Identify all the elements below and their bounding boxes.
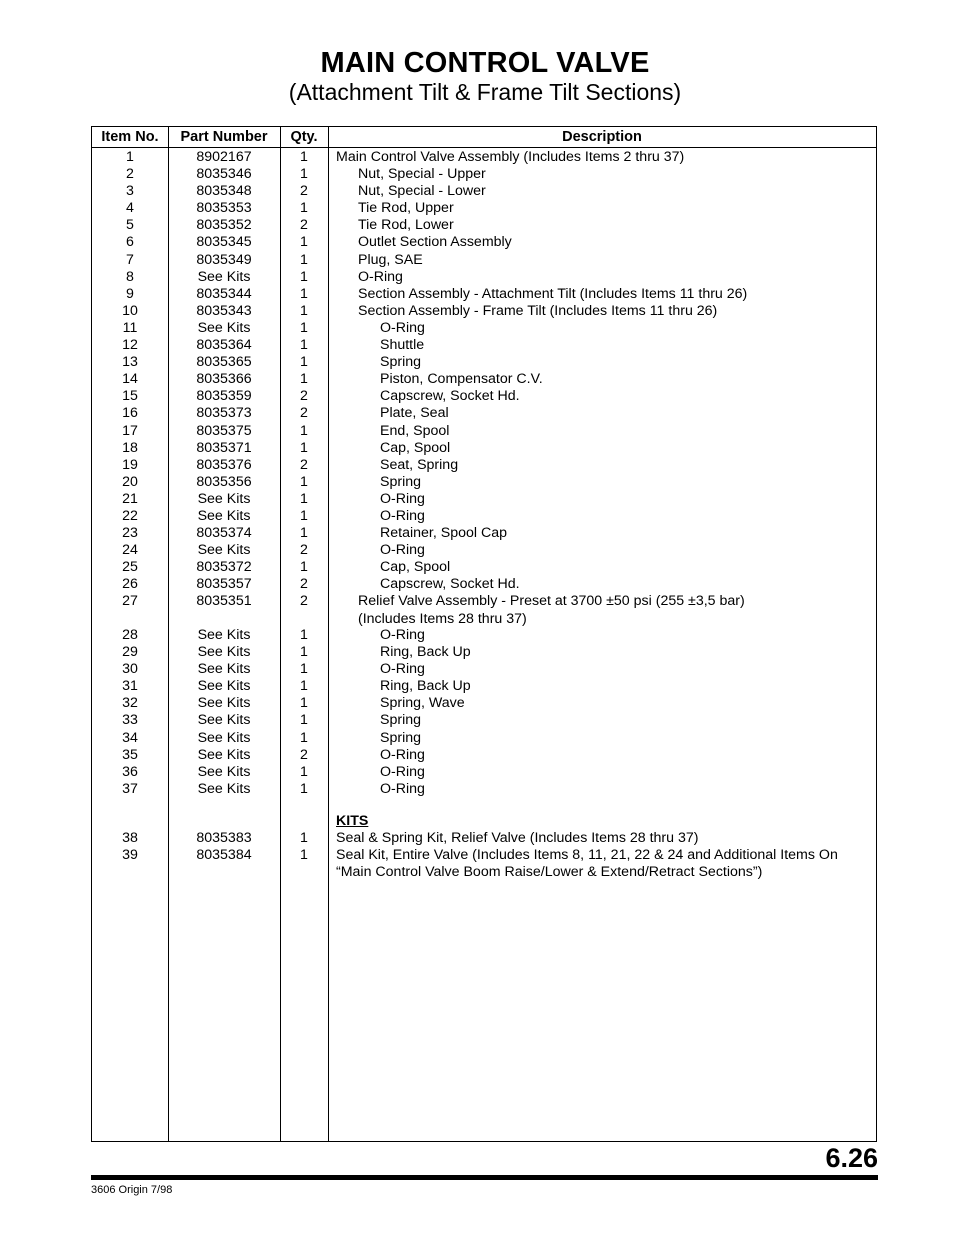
header-item-no: Item No. [101,129,159,145]
description: O-Ring [380,319,425,336]
part-number: 8035374 [196,525,252,542]
description: O-Ring [380,507,425,524]
description: Piston, Compensator C.V. [380,371,543,388]
part-number: See Kits [197,729,251,746]
table-row [92,474,876,491]
description: Capscrew, Socket Hd. [380,388,520,405]
part-number: 8035351 [196,593,252,610]
part-number: 8035346 [196,166,252,183]
part-number: See Kits [197,678,251,695]
item-number: 39 [122,846,138,863]
table-row [92,354,876,371]
description: Outlet Section Assembly [358,234,512,251]
table-row [92,559,876,576]
item-number: 26 [122,576,138,593]
page-title: MAIN CONTROL VALVE [320,47,650,79]
item-number: 36 [122,763,138,780]
description: Main Control Valve Assembly (Includes Items 2 thru 37) [336,149,685,165]
description: Shuttle [380,337,425,354]
table-row [92,593,876,627]
description: Capscrew, Socket Hd. [380,576,520,593]
item-number: 10 [122,302,138,319]
description: Seat, Spring [380,456,459,473]
quantity: 1 [300,251,308,268]
item-number: 38 [122,829,138,846]
item-number: 25 [122,559,138,576]
part-number: See Kits [197,542,251,559]
table-row [92,286,876,303]
item-number: 17 [122,422,138,439]
quantity: 1 [300,371,308,388]
header-divider [92,147,876,148]
item-number: 33 [122,712,138,729]
item-number: 15 [122,388,138,405]
table-row [92,695,876,712]
part-number: 8035345 [196,234,252,251]
description: Tie Rod, Upper [358,200,454,217]
item-number: 28 [122,626,138,643]
part-number: 8035343 [196,302,252,319]
quantity: 1 [300,695,308,712]
parts-table [91,126,877,1142]
part-number: See Kits [197,661,251,678]
item-number: 19 [122,456,138,473]
part-number: 8035375 [196,422,252,439]
spacer [92,798,876,813]
quantity: 2 [300,542,308,559]
description: Cap, Spool [380,439,451,456]
table-row [92,781,876,798]
item-number: 3 [126,183,134,200]
quantity: 1 [300,302,308,319]
part-number: 8035376 [196,456,252,473]
item-number: 22 [122,507,138,524]
item-number: 12 [122,337,138,354]
item-number: 34 [122,729,138,746]
item-number: 14 [122,371,138,388]
quantity: 2 [300,217,308,234]
table-row [92,678,876,695]
quantity: 2 [300,456,308,473]
part-number: 8035373 [196,405,252,422]
item-number: 1 [126,149,134,165]
quantity: 1 [300,337,308,354]
table-row [92,320,876,337]
part-number: 8035353 [196,200,252,217]
part-number: See Kits [197,746,251,763]
table-row [92,217,876,234]
item-number: 32 [122,695,138,712]
part-number: See Kits [197,507,251,524]
footer-text: 3606 Origin 7/98 [91,1184,173,1196]
table-row [92,423,876,440]
table-row [92,576,876,593]
table-row [92,252,876,269]
kits-heading: KITS [336,812,369,829]
description: Plug, SAE [358,251,423,268]
quantity: 1 [300,626,308,643]
quantity: 1 [300,729,308,746]
part-number: 8035356 [196,473,252,490]
item-number: 13 [122,354,138,371]
table-row [92,405,876,422]
part-number: 8902167 [196,149,252,165]
quantity: 1 [300,846,308,863]
item-number: 30 [122,661,138,678]
item-number: 24 [122,542,138,559]
part-number: See Kits [197,712,251,729]
quantity: 1 [300,268,308,285]
item-number: 21 [122,490,138,507]
quantity: 1 [300,285,308,302]
table-row [92,337,876,354]
quantity: 1 [300,763,308,780]
description: Seal Kit, Entire Valve (Includes Items 8, 11, 21, 22 & 24 and Additional Items On “Main Control Valve Boom Raise/Lower & Extend/Retract Sections”) [336,846,838,881]
item-number: 2 [126,166,134,183]
quantity: 1 [300,200,308,217]
description: Nut, Special - Lower [358,183,486,200]
description: End, Spool [380,422,450,439]
table-row [92,440,876,457]
part-number: 8035383 [196,829,252,846]
quantity: 1 [300,525,308,542]
part-number: 8035372 [196,559,252,576]
part-number: 8035384 [196,846,252,863]
description: O-Ring [380,746,425,763]
item-number: 20 [122,473,138,490]
description: Relief Valve Assembly - Preset at 3700 ±50 psi (255 ±3,5 bar) (Includes Items 28 thru 37) [358,593,745,627]
part-number: See Kits [197,695,251,712]
part-number: 8035365 [196,354,252,371]
description: O-Ring [380,763,425,780]
description: O-Ring [380,780,425,797]
description: O-Ring [358,268,403,285]
item-number: 7 [126,251,134,268]
table-body [92,149,876,880]
part-number: See Kits [197,780,251,797]
item-number: 27 [122,593,138,610]
table-row [92,234,876,251]
description: Spring [380,729,422,746]
table-row [92,847,876,881]
description: Ring, Back Up [380,678,471,695]
description: Section Assembly - Frame Tilt (Includes Items 11 thru 26) [358,302,718,319]
description: Spring [380,354,422,371]
quantity: 1 [300,661,308,678]
part-number: See Kits [197,763,251,780]
part-number: 8035364 [196,337,252,354]
quantity: 1 [300,559,308,576]
part-number: 8035348 [196,183,252,200]
table-row [92,730,876,747]
quantity: 1 [300,712,308,729]
table-row [92,627,876,644]
table-row [92,269,876,286]
description: Section Assembly - Attachment Tilt (Includes Items 11 thru 26) [358,285,748,302]
quantity: 1 [300,149,308,165]
part-number: See Kits [197,490,251,507]
quantity: 1 [300,644,308,661]
table-row [92,491,876,508]
description: Spring [380,712,422,729]
description: Nut, Special - Upper [358,166,486,183]
header-part-number: Part Number [180,129,268,145]
item-number: 9 [126,285,134,302]
quantity: 1 [300,678,308,695]
quantity: 1 [300,780,308,797]
part-number: 8035371 [196,439,252,456]
table-row [92,388,876,405]
table-row [92,149,876,166]
quantity: 1 [300,354,308,371]
part-number: 8035349 [196,251,252,268]
table-row [92,200,876,217]
item-number: 29 [122,644,138,661]
quantity: 1 [300,166,308,183]
description: Spring, Wave [380,695,465,712]
quantity: 1 [300,422,308,439]
page-number: 6.26 [825,1143,878,1173]
table-row [92,830,876,847]
quantity: 1 [300,829,308,846]
table-row [92,644,876,661]
table-row [92,303,876,320]
kits-heading-row [92,813,876,830]
part-number: 8035366 [196,371,252,388]
table-row [92,183,876,200]
table-row [92,166,876,183]
quantity: 1 [300,234,308,251]
item-number: 23 [122,525,138,542]
item-number: 6 [126,234,134,251]
table-row [92,457,876,474]
item-number: 5 [126,217,134,234]
part-number: 8035344 [196,285,252,302]
quantity: 1 [300,473,308,490]
quantity: 2 [300,183,308,200]
quantity: 2 [300,388,308,405]
description: Plate, Seal [380,405,449,422]
table-row [92,542,876,559]
part-number: 8035352 [196,217,252,234]
quantity: 1 [300,490,308,507]
item-number: 11 [122,319,138,336]
part-number: See Kits [197,644,251,661]
item-number: 35 [122,746,138,763]
table-row [92,525,876,542]
footer-rule [91,1175,878,1180]
description: O-Ring [380,661,425,678]
item-number: 37 [122,780,138,797]
table-row [92,371,876,388]
part-number: See Kits [197,626,251,643]
table-row [92,764,876,781]
table-row [92,712,876,729]
item-number: 4 [126,200,134,217]
item-number: 18 [122,439,138,456]
description: O-Ring [380,542,425,559]
quantity: 1 [300,319,308,336]
description: O-Ring [380,626,425,643]
item-number: 16 [122,405,138,422]
quantity: 2 [300,405,308,422]
part-number: 8035359 [196,388,252,405]
page-subtitle: (Attachment Tilt & Frame Tilt Sections) [288,79,682,105]
description: O-Ring [380,490,425,507]
part-number: See Kits [197,268,251,285]
item-number: 31 [122,678,138,695]
description: Cap, Spool [380,559,451,576]
quantity: 1 [300,439,308,456]
quantity: 1 [300,507,308,524]
header-qty: Qty. [290,129,318,145]
table-row [92,508,876,525]
table-row [92,747,876,764]
header-description: Description [562,129,642,145]
quantity: 2 [300,593,308,610]
description: Tie Rod, Lower [358,217,454,234]
description: Seal & Spring Kit, Relief Valve (Includes Items 28 thru 37) [336,829,699,846]
part-number: 8035357 [196,576,252,593]
description: Spring [380,473,422,490]
part-number: See Kits [197,319,251,336]
table-row [92,661,876,678]
item-number: 8 [126,268,134,285]
description: Retainer, Spool Cap [380,525,507,542]
quantity: 2 [300,576,308,593]
quantity: 2 [300,746,308,763]
description: Ring, Back Up [380,644,471,661]
